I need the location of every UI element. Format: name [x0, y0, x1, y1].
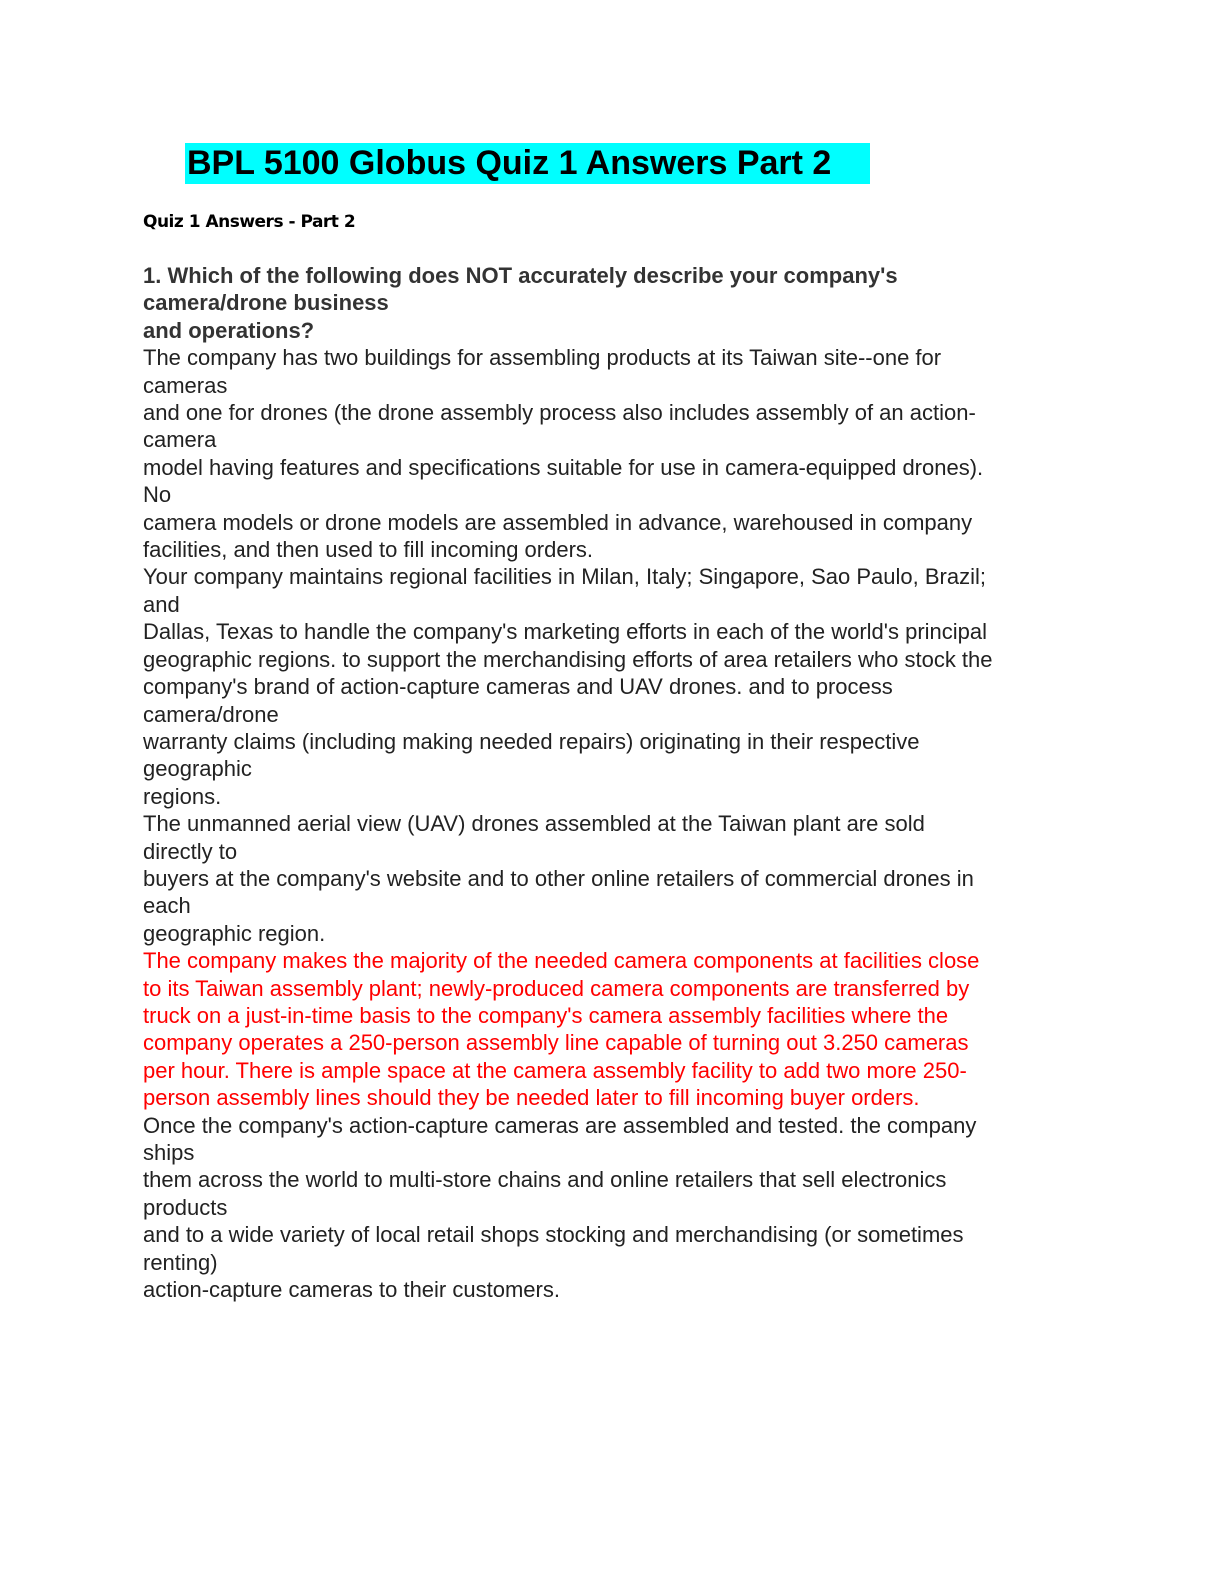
text-line: geographic regions. to support the merchandising efforts of area retailers who stock the	[143, 646, 993, 672]
text-line: warranty claims (including making needed repairs) originating in their respective	[143, 728, 920, 754]
text-line: camera models or drone models are assembled in advance, warehoused in company	[143, 509, 973, 535]
text-line: and	[143, 591, 180, 617]
text-line: model having features and specifications suitable for use in camera-equipped drones).	[143, 454, 984, 480]
answer-line: The company makes the majority of the needed camera components at facilities close	[143, 948, 980, 974]
text-line: cameras	[143, 372, 228, 398]
answer-line: person assembly lines should they be needed later to fill incoming buyer orders.	[143, 1085, 920, 1111]
text-line: Once the company's action-capture cameras are assembled and tested. the company	[143, 1112, 977, 1138]
text-line: them across the world to multi-store chains and online retailers that sell electronics	[143, 1167, 947, 1193]
question-line: 1. Which of the following does NOT accurately describe your company's	[143, 263, 898, 288]
question-line: camera/drone business	[143, 290, 389, 316]
text-line: directly to	[143, 838, 238, 864]
text-line: camera/drone	[143, 701, 279, 727]
answer-line: truck on a just-in-time basis to the company's camera assembly facilities where the	[143, 1002, 949, 1028]
text-line: each	[143, 893, 191, 919]
answer-line: to its Taiwan assembly plant; newly-produced camera components are transferred by	[143, 975, 970, 1001]
text-line: The unmanned aerial view (UAV) drones assembled at the Taiwan plant are sold	[143, 811, 925, 837]
text-line: facilities, and then used to fill incoming orders.	[143, 537, 594, 563]
text-line: renting)	[143, 1249, 218, 1275]
options-after-answer	[143, 1112, 993, 1304]
answer-line: company operates a 250-person assembly line capable of turning out 3.250 cameras	[143, 1030, 969, 1056]
text-line: regions.	[143, 783, 222, 809]
text-line: buyers at the company's website and to other online retailers of commercial drones in	[143, 865, 974, 891]
text-line: and one for drones (the drone assembly process also includes assembly of an action-	[143, 400, 976, 426]
text-line: Your company maintains regional facilities in Milan, Italy; Singapore, Sao Paulo, Brazil;	[143, 564, 986, 590]
text-line: No	[143, 482, 172, 508]
text-line: company's brand of action-capture cameras and UAV drones. and to process	[143, 674, 893, 700]
answer-line: per hour. There is ample space at the camera assembly facility to add two more 250-	[143, 1057, 967, 1083]
text-line: and to a wide variety of local retail shops stocking and merchandising (or sometimes	[143, 1222, 964, 1248]
text-line: products	[143, 1194, 228, 1220]
text-line: camera	[143, 427, 217, 453]
document-body	[143, 262, 993, 1303]
text-line: action-capture cameras to their customers.	[143, 1277, 560, 1303]
text-line: geographic region.	[143, 920, 326, 946]
text-line: geographic	[143, 756, 252, 782]
options-before-answer	[143, 344, 993, 947]
text-line: Dallas, Texas to handle the company's marketing efforts in each of the world's principal	[143, 619, 988, 645]
document-title: BPL 5100 Globus Quiz 1 Answers Part 2	[185, 143, 870, 184]
text-line: ships	[143, 1140, 195, 1165]
question	[143, 262, 993, 344]
correct-answer-highlighted	[143, 947, 993, 1111]
text-line: The company has two buildings for assembling products at its Taiwan site--one for	[143, 345, 942, 371]
question-line: and operations?	[143, 317, 315, 343]
subtitle: Quiz 1 Answers - Part 2	[143, 212, 356, 232]
